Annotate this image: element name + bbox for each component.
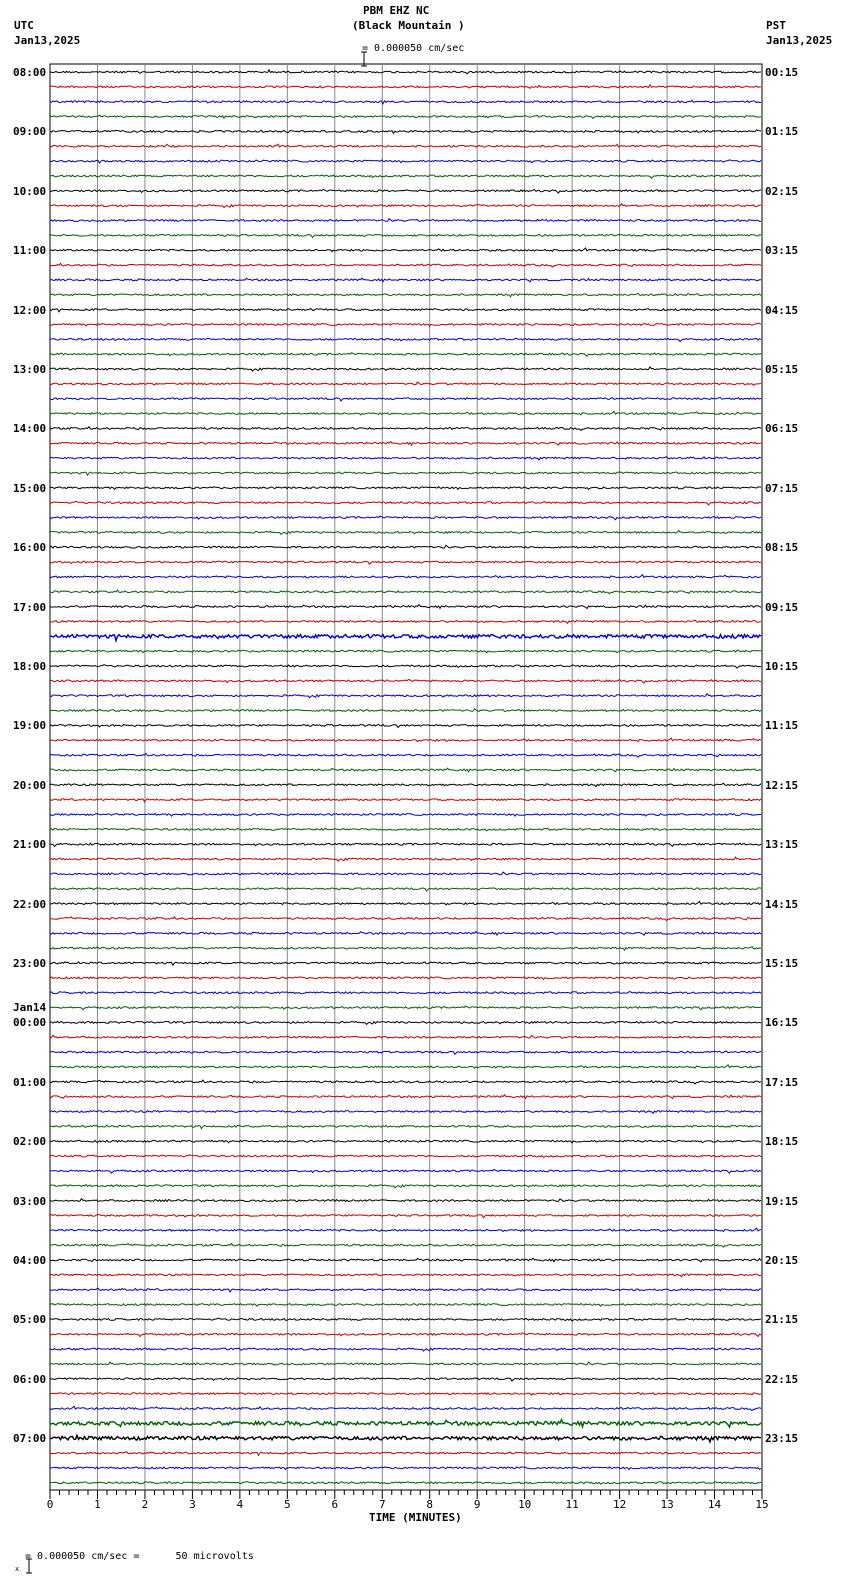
trace-row — [50, 1318, 761, 1321]
utc-hour-label: 02:00 — [13, 1135, 47, 1149]
trace-row — [50, 130, 761, 134]
trace-row — [50, 783, 761, 786]
x-axis-label: TIME (MINUTES) — [369, 1511, 462, 1524]
trace-row — [50, 323, 761, 326]
svg-text:x: x — [15, 1565, 20, 1573]
utc-hour-label: 03:00 — [13, 1194, 47, 1208]
utc-hour-label: 13:00 — [13, 363, 47, 376]
utc-hour-label: 23:00 — [13, 957, 47, 970]
pst-hour-label: 05:15 — [765, 363, 799, 376]
pst-hour-label: 15:15 — [765, 957, 799, 970]
trace-row — [50, 1095, 761, 1099]
pst-hour-label: 12:15 — [765, 778, 799, 792]
trace-row — [50, 575, 761, 579]
station-title: PBM EHZ NC — [363, 4, 430, 17]
x-tick-label: 0 — [46, 1498, 54, 1511]
trace-row — [50, 725, 761, 728]
trace-row — [50, 1155, 761, 1158]
utc-hour-label: 14:00 — [13, 422, 47, 436]
footer-scale-text: = 0.000050 cm/sec = 50 microvolts — [25, 1551, 254, 1562]
trace-row — [50, 1006, 761, 1010]
utc-hour-label: 07:00 — [13, 1432, 47, 1446]
utc-hour-label: 22:00 — [13, 897, 47, 911]
trace-row — [50, 160, 761, 163]
trace-row — [50, 1288, 761, 1292]
location-subtitle: (Black Mountain ) — [352, 19, 465, 32]
trace-row — [50, 1435, 761, 1442]
trace-row — [50, 635, 761, 641]
utc-hour-label: 19:00 — [13, 719, 47, 733]
trace-row — [50, 1420, 761, 1428]
trace-row — [50, 843, 761, 847]
trace-row — [50, 872, 761, 875]
trace-row — [50, 1304, 761, 1307]
trace-row — [50, 1125, 761, 1129]
trace-row — [50, 235, 761, 238]
trace-row — [50, 1333, 761, 1337]
pst-hour-label: 19:15 — [765, 1194, 799, 1208]
x-tick-label: 8 — [426, 1498, 434, 1511]
trace-row — [50, 888, 761, 891]
plot-frame — [50, 64, 762, 1490]
trace-row — [50, 457, 761, 460]
pst-hour-label: 22:15 — [765, 1372, 799, 1386]
trace-row — [50, 367, 761, 371]
trace-row — [50, 561, 761, 564]
trace-row — [50, 1215, 761, 1218]
trace-row — [50, 768, 761, 772]
trace-row — [50, 189, 761, 193]
trace-row — [50, 1482, 761, 1485]
trace-row — [50, 1111, 761, 1114]
scale-label: = 0.000050 cm/sec — [362, 43, 465, 54]
trace-row — [50, 263, 761, 267]
trace-row — [50, 427, 761, 431]
trace-row — [50, 1051, 761, 1054]
trace-row — [50, 1080, 761, 1084]
trace-row — [50, 694, 761, 698]
trace-row — [50, 1406, 761, 1410]
x-tick-label: 10 — [518, 1498, 532, 1511]
x-tick-label: 5 — [284, 1498, 291, 1511]
pst-hour-label: 07:15 — [765, 481, 799, 495]
trace-row — [50, 679, 761, 683]
trace-row — [50, 1362, 761, 1365]
x-tick-label: 4 — [236, 1498, 244, 1511]
trace-row — [50, 605, 761, 609]
trace-row — [50, 70, 761, 74]
pst-hour-label: 01:15 — [765, 125, 799, 139]
trace-row — [50, 545, 761, 548]
trace-row — [50, 85, 761, 89]
trace-row — [50, 962, 761, 965]
trace-row — [50, 144, 761, 147]
trace-row — [50, 411, 761, 415]
utc-hour-label: 08:00 — [13, 66, 47, 79]
pst-hour-label: 04:15 — [765, 303, 799, 317]
trace-row — [50, 917, 761, 921]
trace-row — [50, 487, 761, 490]
trace-row — [50, 1140, 761, 1143]
trace-row — [50, 1244, 761, 1248]
trace-row — [50, 278, 761, 282]
trace-row — [50, 248, 761, 252]
utc-hour-label: 12:00 — [13, 303, 47, 317]
pst-hour-label: 00:15 — [765, 66, 799, 79]
pst-hour-label: 14:15 — [765, 897, 799, 911]
utc-hour-label: 11:00 — [13, 244, 47, 258]
utc-day-change-label: Jan14 — [13, 1001, 47, 1015]
trace-row — [50, 947, 761, 950]
trace-row — [50, 338, 761, 341]
trace-row — [50, 398, 761, 401]
trace-row — [50, 709, 761, 712]
trace-row — [50, 1185, 761, 1188]
trace-row — [50, 1021, 761, 1024]
trace-row — [50, 620, 761, 623]
x-tick-label: 1 — [94, 1498, 101, 1511]
utc-hour-label: 06:00 — [13, 1372, 47, 1386]
pst-hour-label: 23:15 — [765, 1432, 799, 1446]
trace-row — [50, 100, 761, 104]
pst-hour-label: 18:15 — [765, 1135, 799, 1149]
trace-row — [50, 175, 761, 178]
x-tick-label: 15 — [755, 1498, 769, 1511]
pst-hour-label: 13:15 — [765, 838, 799, 852]
utc-hour-label: 00:00 — [13, 1016, 47, 1030]
right-date: Jan13,2025 — [766, 34, 833, 47]
trace-row — [50, 516, 761, 520]
utc-hour-label: 17:00 — [13, 600, 47, 614]
utc-hour-label: 05:00 — [13, 1313, 47, 1327]
trace-row — [50, 665, 761, 669]
x-tick-label: 12 — [613, 1498, 627, 1511]
utc-hour-label: 16:00 — [13, 541, 47, 555]
pst-hour-label: 16:15 — [765, 1016, 799, 1030]
pst-hour-label: 11:15 — [765, 719, 799, 733]
pst-hour-label: 17:15 — [765, 1075, 799, 1089]
utc-hour-label: 09:00 — [13, 125, 47, 139]
x-tick-label: 2 — [141, 1498, 149, 1511]
utc-hour-label: 10:00 — [13, 184, 47, 198]
pst-hour-label: 06:15 — [765, 422, 799, 436]
trace-row — [50, 219, 761, 222]
trace-row — [50, 931, 761, 935]
trace-row — [50, 857, 761, 861]
pst-hour-label: 03:15 — [765, 244, 799, 258]
utc-hour-label: 01:00 — [13, 1075, 47, 1089]
x-tick-label: 14 — [707, 1498, 722, 1511]
trace-row — [50, 1199, 761, 1202]
right-timezone: PST — [766, 19, 786, 32]
x-tick-label: 13 — [660, 1498, 674, 1511]
trace-row — [50, 1065, 761, 1069]
utc-hour-label: 21:00 — [13, 838, 47, 852]
pst-hour-label: 08:15 — [765, 541, 799, 555]
trace-row — [50, 353, 761, 357]
x-tick-label: 3 — [189, 1498, 196, 1511]
trace-row — [50, 1452, 761, 1456]
pst-hour-label: 20:15 — [765, 1254, 799, 1267]
x-tick-label: 11 — [565, 1498, 579, 1511]
trace-row — [50, 530, 761, 534]
x-tick-label: 9 — [473, 1498, 481, 1511]
trace-row — [50, 901, 761, 905]
trace-row — [50, 813, 761, 816]
trace-row — [50, 753, 761, 757]
trace-row — [50, 1258, 761, 1262]
trace-row — [50, 1467, 761, 1470]
pst-hour-label: 02:15 — [765, 184, 799, 198]
utc-hour-label: 18:00 — [13, 660, 47, 673]
trace-row — [50, 1378, 761, 1381]
trace-row — [50, 991, 761, 994]
trace-row — [50, 799, 761, 802]
utc-hour-label: 04:00 — [13, 1254, 47, 1267]
pst-hour-label: 21:15 — [765, 1313, 799, 1327]
utc-hour-label: 15:00 — [13, 481, 47, 495]
trace-row — [50, 115, 761, 118]
trace-row — [50, 501, 761, 505]
left-timezone: UTC — [14, 19, 34, 32]
trace-row — [50, 738, 761, 742]
trace-row — [50, 1348, 761, 1351]
x-tick-label: 6 — [331, 1498, 339, 1511]
trace-row — [50, 650, 761, 653]
trace-row — [50, 977, 761, 980]
trace-row — [50, 204, 761, 208]
pst-hour-label: 10:15 — [765, 660, 799, 673]
trace-row — [50, 590, 761, 594]
trace-row — [50, 828, 761, 831]
pst-hour-label: 09:15 — [765, 600, 799, 614]
trace-row — [50, 382, 761, 385]
trace-row — [50, 1170, 761, 1174]
trace-row — [50, 309, 761, 312]
x-tick-label: 7 — [378, 1498, 386, 1511]
trace-row — [50, 1228, 761, 1232]
trace-row — [50, 1035, 761, 1038]
trace-row — [50, 1274, 761, 1277]
trace-row — [50, 293, 761, 296]
trace-row — [50, 472, 761, 475]
left-date: Jan13,2025 — [14, 34, 81, 47]
utc-hour-label: 20:00 — [13, 778, 47, 792]
trace-row — [50, 441, 761, 445]
trace-row — [50, 1392, 761, 1395]
